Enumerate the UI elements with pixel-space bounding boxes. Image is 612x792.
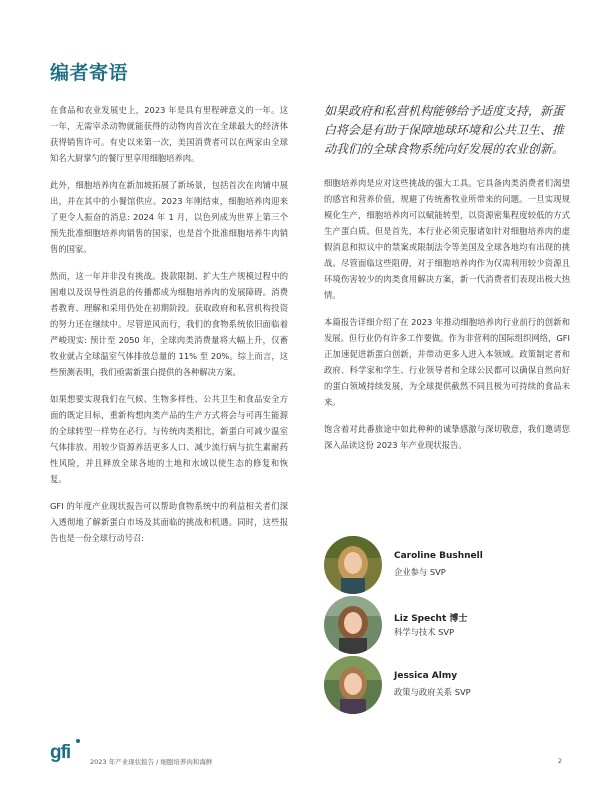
body-paragraph: 如果想要实现我们在气候、生物多样性、公共卫生和食品安全方面的既定目标，重新构想肉类产品的生产方式将会与可再生能源的全球转型一样势在必行。与传统肉类相比，新蛋白可减少温室气体排放、用较少资源养活更多人口、减少流行病与抗生素耐药性风险，并且释放全球各地的土地和水域以使生态的修复和恢复。 — [50, 394, 288, 484]
gfi-logo: gfi — [50, 742, 71, 763]
page-title: 编者寄语 — [50, 62, 129, 84]
body-paragraph: 在食品和农业发展史上，2023 年是具有里程碑意义的一年。这一年，无需宰杀动物就能获得的动物肉首次在全球最大的经济体获得销售许可。有史以来第一次，美国消费者可以在两家由全球知名大厨掌勺的餐厅里享用细胞培养肉。 — [50, 105, 288, 163]
left-column — [50, 102, 288, 557]
avatar — [324, 536, 382, 594]
avatar — [324, 596, 382, 654]
body-paragraph: 本篇报告详细介绍了在 2023 年推动细胞培养肉行业前行的创新和发展。但行业仍有许多工作要做。作为非营利的国际组织网络，GFI 正加速促进新蛋白创新，并带动更多人进入本领域。政策制定者和政府、科学家和学生、行业领导者和全球公民都可以确保自然向好的蛋白领域持续发展，为全球提供截然不同且极为可持续的食品未来。 — [324, 317, 570, 407]
author-name: Caroline Bushnell — [394, 551, 483, 561]
report-label: 2023 年产业现状报告 / 细胞培养肉和海鲜 — [90, 758, 213, 766]
body-paragraph: 饱含着对此番旅途中如此种种的诚挚感激与深切敬意，我们邀请您深入品读这份 2023 年产业现状报告。 — [324, 424, 570, 450]
body-paragraph: 此外，细胞培养肉在新加坡拓展了新场景，包括首次在肉铺中展出，并在其中的小餐馆供应。2023 年刚结束，细胞培养肉迎来了更令人振奋的消息: 2024 年 1 月，以色列成为世界上第三个预先批准细胞培养肉销售的国家，也是首个批准细胞培养牛肉销售的国家。 — [50, 180, 288, 254]
avatar — [324, 656, 382, 714]
page-footer — [50, 742, 562, 772]
page-number: 2 — [557, 757, 562, 765]
author-name: Liz Specht 博士 — [394, 614, 468, 624]
right-column — [324, 102, 570, 464]
author-card — [324, 656, 574, 714]
pull-quote: 如果政府和私营机构能够给予适度支持，新蛋白将会是有助于保障地球环境和公共卫生、推动我们的全球食物系统向好发展的农业创新。 — [324, 104, 565, 156]
logo-dot-icon — [76, 739, 80, 743]
body-paragraph: GFI 的年度产业现状报告可以帮助食物系统中的利益相关者们深入透彻地了解新蛋白市场及其面临的挑战和机遇。同时，这些报告也是一份全球行动号召: — [50, 501, 288, 543]
author-role: 科学与技术 SVP — [394, 627, 455, 637]
author-role: 企业参与 SVP — [394, 567, 446, 577]
author-card — [324, 536, 574, 594]
body-paragraph: 然而，这一年并非没有挑战。拨款限制、扩大生产规模过程中的困难以及误导性消息的传播都成为细胞培养肉的发展障碍。消费者教育、理解和采用仍处在初期阶段。获取政府和私营机构投资的努力还在继续中。尽管逆风而行，我们的食物系统依旧面临着严峻现实: 预计至 2050 年，全球肉类消费量将大幅上升，仅畜牧业就占全球温室气体排放总量的 11% 至 20%。综上而言，这些预测表明，我们亟需新蛋白提供的各种解决方案。 — [50, 271, 288, 377]
author-role: 政策与政府关系 SVP — [394, 687, 471, 697]
body-paragraph: 细胞培养肉是应对这些挑战的强大工具。它具备肉类消费者们渴望的感官和营养价值，规避了传统畜牧业所带来的问题。一旦实现规模化生产，细胞培养肉可以赋能转型，以资源密集程度较低的方式生产蛋白质。但是首先，本行业必须克服诸如针对细胞培养肉的虚假消息和拟议中的禁案或限制法令等美国及全球各地均有出现的挑战。尽管面临这些阻碍，对于细胞培养肉作为仅需利用较少资源且环境伤害较少的肉类食用解决方案，新一代消费者们表现出极大热情。 — [324, 178, 570, 300]
author-card — [324, 596, 574, 654]
author-name: Jessica Almy — [394, 671, 458, 681]
